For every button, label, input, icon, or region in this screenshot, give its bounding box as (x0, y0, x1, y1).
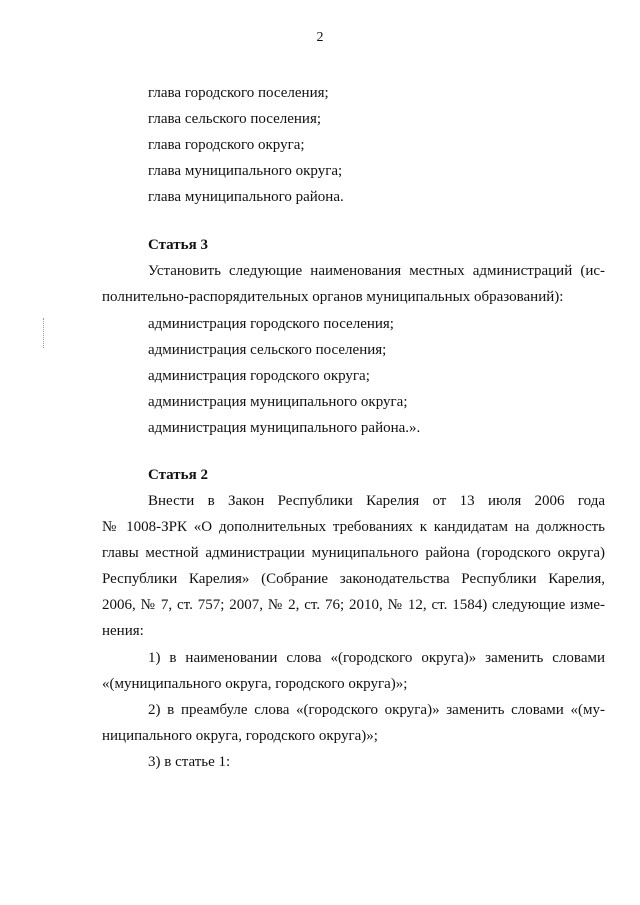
article-3-title: Статья 3 (148, 237, 208, 253)
article-2-item-3: 3) в статье 1: (148, 754, 231, 770)
article-3-item-5: администрация муниципального района.». (148, 420, 421, 436)
article-3-item-3: администрация городского округа; (148, 368, 370, 384)
article-2-item-1-line-1: 1) в наименовании слова «(городского округа)» заменить словами (148, 650, 605, 666)
page-number: 2 (316, 30, 324, 45)
article-2-item-1-line-2: «(муниципального округа, городского округа)»; (102, 676, 408, 692)
list-item-head-1: глава городского поселения; (148, 85, 329, 101)
article-2-body-line-5: 2006, № 7, ст. 757; 2007, № 2, ст. 76; 2010, № 12, ст. 1584) следующие изме- (102, 597, 605, 613)
list-item-head-4: глава муниципального округа; (148, 163, 343, 179)
article-2-body-line-4: Республики Карелия» (Собрание законодательства Республики Карелия, (102, 571, 605, 587)
article-2-item-2-line-2: ниципального округа, городского округа)»; (102, 728, 378, 744)
margin-mark (43, 318, 45, 348)
article-2-body-line-6: нения: (102, 623, 144, 639)
list-item-head-2: глава сельского поселения; (148, 111, 322, 127)
list-item-head-3: глава городского округа; (148, 137, 305, 153)
article-2-body-line-3: главы местной администрации муниципального района (городского округа) (102, 545, 605, 561)
article-3-intro-line-2: полнительно-распорядительных органов муниципальных образований): (102, 289, 564, 305)
article-3-intro-line-1: Установить следующие наименования местных администраций (ис- (148, 263, 605, 279)
article-2-title: Статья 2 (148, 467, 208, 483)
article-2-body-line-2: № 1008-ЗРК «О дополнительных требованиях к кандидатам на должность (102, 519, 605, 535)
article-2-item-2-line-1: 2) в преамбуле слова «(городского округа)» заменить словами «(му- (148, 702, 605, 718)
article-3-item-1: администрация городского поселения; (148, 316, 394, 332)
list-item-head-5: глава муниципального района. (148, 189, 344, 205)
article-3-item-2: администрация сельского поселения; (148, 342, 387, 358)
article-3-item-4: администрация муниципального округа; (148, 394, 408, 410)
article-2-body-line-1: Внести в Закон Республики Карелия от 13 июля 2006 года (148, 493, 605, 509)
